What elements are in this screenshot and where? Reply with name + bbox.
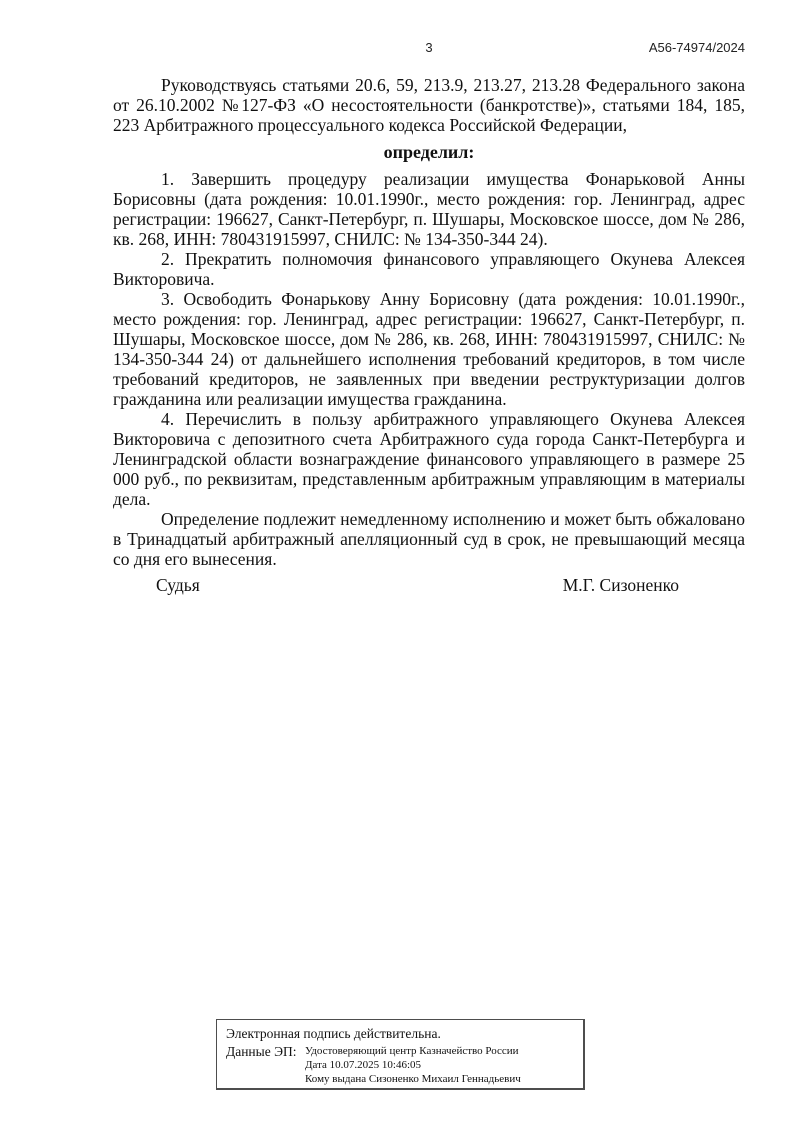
page-header xyxy=(113,40,745,55)
signature-row xyxy=(113,575,745,595)
stamp-authority: Удостоверяющий центр Казначейство России xyxy=(305,1045,519,1057)
stamp-date: Дата 10.07.2025 10:46:05 xyxy=(305,1059,422,1071)
stamp-details xyxy=(305,1044,521,1086)
page-number: 3 xyxy=(425,40,433,55)
closing-paragraph: Определение подлежит немедленному исполнению и может быть обжаловано в Тринадцатый арбитражный апелляционный суд в срок, не превышающий месяца со дня его вынесения. xyxy=(113,509,745,569)
ruling-heading: определил: xyxy=(383,142,475,162)
electronic-signature-stamp xyxy=(216,1019,585,1090)
stamp-validity-text: Электронная подпись действительна. xyxy=(226,1026,441,1041)
intro-paragraph: Руководствуясь статьями 20.6, 59, 213.9, 213.27, 213.28 Федерального закона от 26.10.2002 №127-ФЗ «О несостоятельности (банкротстве)», статьями 184, 185, 223 Арбитражного процессуального кодекса Российской Федерации, xyxy=(113,75,745,135)
ruling-item-2: 2. Прекратить полномочия финансового управляющего Окунева Алексея Викторовича. xyxy=(113,249,745,289)
stamp-data-label: Данные ЭП: xyxy=(226,1044,297,1059)
judge-role-label: Судья xyxy=(156,575,200,595)
ruling-item-1: 1. Завершить процедуру реализации имущества Фонарьковой Анны Борисовны (дата рождения: 10.01.1990г., место рождения: гор. Ленинград, адрес регистрации: 196627, Санкт-Петербург, п. Шушары, Московское шоссе, дом № 286, кв. 268, ИНН: 780431915997, СНИЛС: № 134-350-344 24). xyxy=(113,169,745,249)
stamp-issued-to: Кому выдана Сизоненко Михаил Геннадьевич xyxy=(305,1073,521,1085)
stamp-details-row xyxy=(226,1044,575,1086)
judge-name: М.Г. Сизоненко xyxy=(562,575,679,595)
ruling-text xyxy=(113,75,745,569)
ruling-item-4: 4. Перечислить в пользу арбитражного управляющего Окунева Алексея Викторовича с депозитного счета Арбитражного суда города Санкт-Петербурга и Ленинградской области вознаграждение финансового управляющего в размере 25 000 руб., по реквизитам, представленным арбитражным управляющим в материалы дела. xyxy=(113,409,745,509)
ruling-item-3: 3. Освободить Фонарькову Анну Борисовну (дата рождения: 10.01.1990г., место рождения: гор. Ленинград, адрес регистрации: 196627, Санкт-Петербург, п. Шушары, Московское шоссе, дом № 286, кв. 268, ИНН: 780431915997, СНИЛС: № 134-350-344 24) от дальнейшего исполнения требований кредиторов, в том числе требований кредиторов, не заявленных при введении реструктуризации долгов гражданина или реализации имущества гражданина. xyxy=(113,289,745,409)
case-number: А56-74974/2024 xyxy=(648,40,745,55)
